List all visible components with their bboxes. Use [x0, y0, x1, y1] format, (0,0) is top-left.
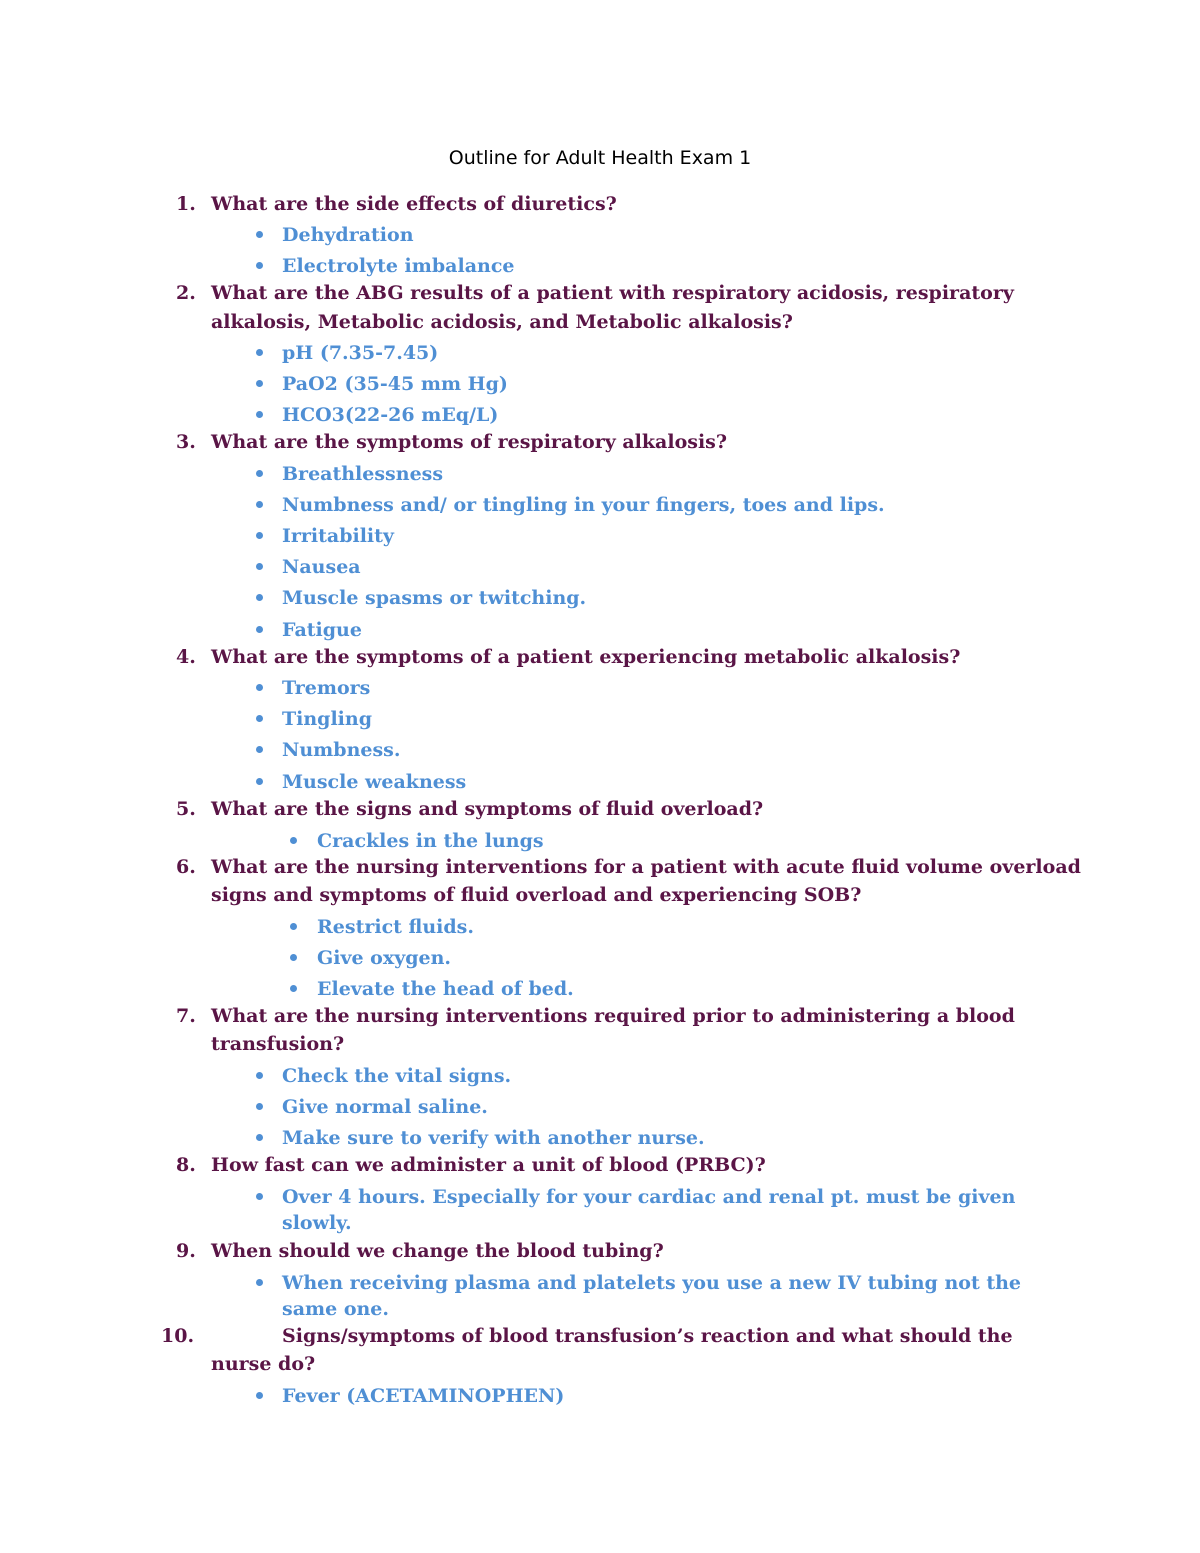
- question-4-number: 4.: [176, 646, 196, 668]
- answer-7-1: Check the vital signs.: [282, 1065, 512, 1087]
- question-10-text-line-1: Signs/symptoms of blood transfusion’s reaction and what should the: [282, 1325, 1013, 1347]
- bullet-icon: [290, 954, 297, 961]
- bullet-icon: [290, 923, 297, 930]
- question-7-number: 7.: [176, 1005, 196, 1027]
- question-6-text-line-1: What are the nursing interventions for a patient with acute fluid volume overload: [211, 856, 1081, 878]
- answer-3-4: Nausea: [282, 556, 361, 578]
- bullet-icon: [256, 411, 263, 418]
- question-3-text: What are the symptoms of respiratory alkalosis?: [211, 431, 727, 453]
- bullet-icon: [256, 262, 263, 269]
- answer-1-2: Electrolyte imbalance: [282, 255, 515, 277]
- question-3-number: 3.: [176, 431, 196, 453]
- answer-9-1-line-1: When receiving plasma and platelets you use a new IV tubing not the: [282, 1272, 1022, 1294]
- answer-9-1-line-2: same one.: [282, 1298, 390, 1320]
- bullet-icon: [290, 837, 297, 844]
- bullet-icon: [256, 1072, 263, 1079]
- bullet-icon: [256, 380, 263, 387]
- bullet-icon: [256, 746, 263, 753]
- answer-2-2: PaO2 (35-45 mm Hg): [282, 373, 508, 395]
- question-4-text: What are the symptoms of a patient experiencing metabolic alkalosis?: [211, 646, 961, 668]
- answer-6-1: Restrict fluids.: [317, 916, 474, 938]
- answer-2-3: HCO3(22-26 mEq/L): [282, 404, 499, 426]
- question-10-number: 10.: [161, 1325, 195, 1347]
- bullet-icon: [256, 626, 263, 633]
- bullet-icon: [256, 1193, 263, 1200]
- question-7-text-line-1: What are the nursing interventions required prior to administering a blood: [211, 1005, 1015, 1027]
- question-1-text: What are the side effects of diuretics?: [211, 193, 617, 215]
- answer-10-1: Fever (ACETAMINOPHEN): [282, 1385, 565, 1407]
- question-8-text: How fast can we administer a unit of blood (PRBC)?: [211, 1154, 766, 1176]
- answer-3-2: Numbness and/ or tingling in your fingers, toes and lips.: [282, 494, 885, 516]
- bullet-icon: [256, 231, 263, 238]
- answer-6-2: Give oxygen.: [317, 947, 452, 969]
- question-6-text-line-2: signs and symptoms of fluid overload and experiencing SOB?: [211, 884, 862, 906]
- bullet-icon: [256, 1392, 263, 1399]
- bullet-icon: [256, 501, 263, 508]
- answer-8-1-line-1: Over 4 hours. Especially for your cardiac and renal pt. must be given: [282, 1186, 1016, 1208]
- question-10-text-line-2: nurse do?: [211, 1353, 316, 1375]
- bullet-icon: [256, 349, 263, 356]
- question-2-number: 2.: [176, 282, 196, 304]
- question-7-text-line-2: transfusion?: [211, 1033, 345, 1055]
- answer-7-3: Make sure to verify with another nurse.: [282, 1127, 705, 1149]
- answer-4-2: Tingling: [282, 708, 372, 730]
- page-title: Outline for Adult Health Exam 1: [448, 147, 752, 169]
- question-8-number: 8.: [176, 1154, 196, 1176]
- answer-3-1: Breathlessness: [282, 463, 444, 485]
- bullet-icon: [256, 532, 263, 539]
- question-5-number: 5.: [176, 798, 196, 820]
- question-2-text-line-2: alkalosis, Metabolic acidosis, and Metabolic alkalosis?: [211, 311, 793, 333]
- bullet-icon: [256, 1103, 263, 1110]
- answer-3-5: Muscle spasms or twitching.: [282, 587, 587, 609]
- answer-4-1: Tremors: [282, 677, 371, 699]
- bullet-icon: [256, 778, 263, 785]
- bullet-icon: [256, 1134, 263, 1141]
- bullet-icon: [256, 470, 263, 477]
- question-6-number: 6.: [176, 856, 196, 878]
- answer-1-1: Dehydration: [282, 224, 414, 246]
- bullet-icon: [290, 985, 297, 992]
- answer-3-3: Irritability: [282, 525, 394, 547]
- bullet-icon: [256, 594, 263, 601]
- question-9-text: When should we change the blood tubing?: [211, 1240, 664, 1262]
- answer-5-1: Crackles in the lungs: [317, 830, 544, 852]
- answer-4-4: Muscle weakness: [282, 771, 467, 793]
- question-1-number: 1.: [176, 193, 196, 215]
- answer-3-6: Fatigue: [282, 619, 362, 641]
- answer-7-2: Give normal saline.: [282, 1096, 488, 1118]
- bullet-icon: [256, 1279, 263, 1286]
- question-9-number: 9.: [176, 1240, 196, 1262]
- bullet-icon: [256, 715, 263, 722]
- bullet-icon: [256, 684, 263, 691]
- bullet-icon: [256, 563, 263, 570]
- question-5-text: What are the signs and symptoms of fluid overload?: [211, 798, 764, 820]
- answer-6-3: Elevate the head of bed.: [317, 978, 574, 1000]
- question-2-text-line-1: What are the ABG results of a patient with respiratory acidosis, respiratory: [211, 282, 1014, 304]
- answer-2-1: pH (7.35-7.45): [282, 342, 439, 364]
- answer-8-1-line-2: slowly.: [282, 1212, 352, 1234]
- answer-4-3: Numbness.: [282, 739, 401, 761]
